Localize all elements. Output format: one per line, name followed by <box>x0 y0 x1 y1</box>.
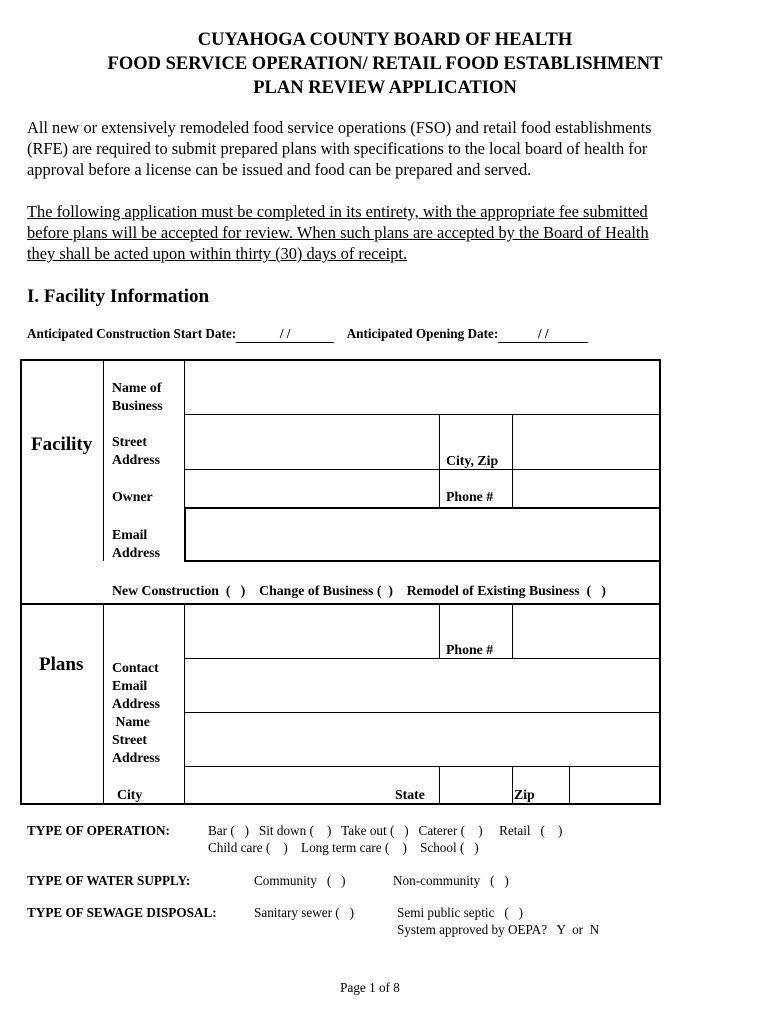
city-zip-field[interactable] <box>515 417 657 467</box>
sewage-septic-option[interactable]: Semi public septic ( ) <box>397 905 523 920</box>
contact-phone-label: Phone # <box>446 642 494 657</box>
opening-date-field[interactable]: / / <box>498 326 588 343</box>
name-label-line2: Business <box>112 398 163 413</box>
plans-email-label-line2: Address <box>112 696 161 711</box>
owner-label: Owner <box>112 489 153 504</box>
dates-row <box>27 326 588 343</box>
plans-city-field[interactable] <box>188 769 388 802</box>
water-community-option[interactable]: Community ( ) <box>254 873 346 888</box>
plans-street-label <box>112 731 160 767</box>
section-title: I. Facility Information <box>27 286 210 307</box>
operation-type-label: TYPE OF OPERATION: <box>27 823 170 838</box>
contact-phone-field[interactable] <box>515 607 657 656</box>
facility-side-label: Facility <box>31 434 93 455</box>
sewage-disposal-label: TYPE OF SEWAGE DISPOSAL: <box>27 905 217 920</box>
plans-state-label: State <box>395 787 425 802</box>
plans-street-field[interactable] <box>188 715 657 764</box>
sewage-sanitary-option[interactable]: Sanitary sewer ( ) <box>254 905 354 920</box>
start-date-field[interactable]: / / <box>236 326 334 343</box>
contact-name-field[interactable] <box>188 607 436 656</box>
street-address-label <box>112 433 160 469</box>
owner-phone-field[interactable] <box>515 472 657 505</box>
street-label-line2: Address <box>112 452 161 467</box>
plans-zip-field[interactable] <box>572 769 657 802</box>
intro-p1-line1: All new or extensively remodeled food service operations (FSO) and retail food establishments <box>27 118 652 137</box>
plans-state-field[interactable] <box>442 769 509 802</box>
owner-field[interactable] <box>188 472 436 505</box>
intro-p1-line2: (RFE) are required to submit prepared plans with specifications to the local board of health for <box>27 139 648 158</box>
page-number: Page 1 of 8 <box>340 980 400 995</box>
plans-side-label: Plans <box>39 654 84 675</box>
operation-options-row2[interactable]: Child care ( ) Long term care ( ) School ( ) <box>208 840 479 855</box>
construction-type-options[interactable]: New Construction ( ) Change of Business ( ) Remodel of Existing Business ( ) <box>112 583 607 598</box>
header-line-3: PLAN REVIEW APPLICATION <box>253 78 517 98</box>
contact-label-line2: Name <box>112 714 150 729</box>
owner-phone-label: Phone # <box>446 489 494 504</box>
city-zip-label: City, Zip <box>446 453 499 468</box>
intro-p1-line3: approval before a license can be issued and food can be prepared and served. <box>27 160 532 179</box>
intro-p2-line3: they shall be acted upon within thirty (30) days of receipt. <box>27 244 408 263</box>
plans-city-label: City <box>117 787 143 802</box>
street-label-line1: Street <box>112 434 147 449</box>
water-supply-label: TYPE OF WATER SUPPLY: <box>27 873 191 888</box>
plans-email-label-line1: Email <box>112 678 148 693</box>
facility-email-label-line2: Address <box>112 545 161 560</box>
operation-options-row1[interactable]: Bar ( ) Sit down ( ) Take out ( ) Caterer ( ) Retail ( ) <box>208 823 563 838</box>
street-address-field[interactable] <box>188 417 436 467</box>
plans-email-field[interactable] <box>188 661 657 710</box>
intro-p2-line1: The following application must be completed in its entirety, with the appropriate fee submitted <box>27 202 648 221</box>
contact-label-line1: Contact <box>112 660 159 675</box>
start-date-label: Anticipated Construction Start Date: <box>27 326 237 341</box>
facility-email-label <box>112 526 160 562</box>
name-label-line1: Name of <box>112 380 162 395</box>
header-line-2: FOOD SERVICE OPERATION/ RETAIL FOOD ESTABLISHMENT <box>107 54 663 74</box>
plans-street-label-line1: Street <box>112 732 147 747</box>
facility-email-field[interactable] <box>188 511 657 558</box>
opening-date-label: Anticipated Opening Date: <box>346 326 499 341</box>
water-noncommunity-option[interactable]: Non-community ( ) <box>393 873 509 888</box>
plans-street-label-line2: Address <box>112 750 161 765</box>
intro-p2-line2: before plans will be accepted for review. When such plans are accepted by the Board of Health <box>27 223 649 242</box>
facility-email-label-line1: Email <box>112 527 148 542</box>
name-of-business-field[interactable] <box>188 363 657 412</box>
plans-zip-label: Zip <box>514 787 535 802</box>
plans-email-label <box>112 677 160 713</box>
sewage-oepa-question[interactable]: System approved by OEPA? Y or N <box>397 922 600 937</box>
header-line-1: CUYAHOGA COUNTY BOARD OF HEALTH <box>197 30 573 50</box>
name-of-business-label <box>112 379 163 415</box>
